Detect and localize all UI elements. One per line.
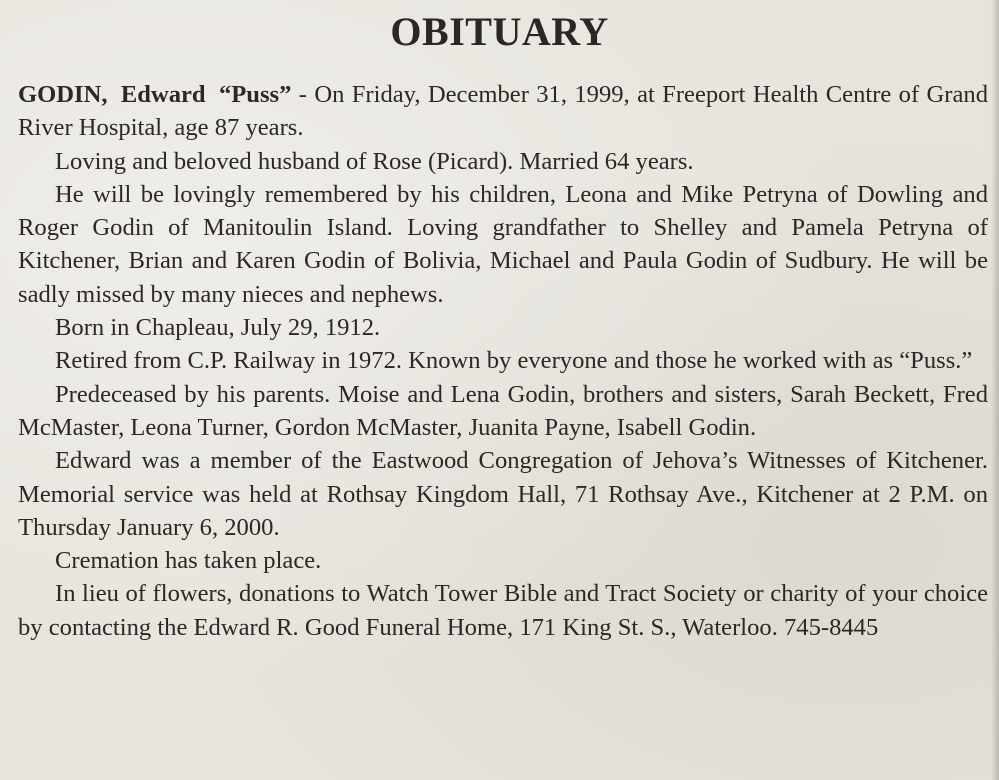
paragraph-service: Edward was a member of the Eastwood Congregation of Jehova’s Witnesses of Kitchener. Memorial service was held at Rothsay Kingdom Hall, 71 Rothsay Ave., Kitchener at 2 P.M. on Thursday January 6, 2000. [18, 447, 988, 541]
paragraph-cremation: Cremation has taken place. [55, 547, 322, 575]
paragraph-survivors: He will be lovingly remembered by his children, Leona and Mike Petryna of Dowling and Roger Godin of Manitoulin Island. Loving grandfather to Shelley and Pamela Petryna of Kitchener, Brian and Karen Godin of Bolivia, Michael and Paula Godin of Sudbury. He will be sadly missed by many nieces and nephews. [18, 180, 988, 308]
paragraph-birth: Born in Chapleau, July 29, 1912. [55, 314, 381, 342]
lead-paragraph [18, 78, 988, 145]
obituary-body [18, 78, 988, 644]
obituary-heading: OBITUARY [390, 9, 609, 54]
paragraph-donations: In lieu of flowers, donations to Watch Tower Bible and Tract Society or charity of your choice by contacting the Edward R. Good Funeral Home, 171 King St. S., Waterloo. 745-8445 [18, 580, 988, 641]
deceased-name: GODIN, Edward “Puss” [18, 81, 292, 108]
paragraph-career: Retired from C.P. Railway in 1972. Known by everyone and those he worked with as “Puss.” [55, 347, 973, 375]
lead-text: - On Friday, December 31, 1999, at Freeport Health Centre of Grand River Hospital, age 87 years. [18, 81, 988, 142]
column-edge-shadow [991, 0, 999, 780]
paragraph-spouse: Loving and beloved husband of Rose (Picard). Married 64 years. [55, 147, 694, 175]
paragraph-predeceased: Predeceased by his parents. Moise and Lena Godin, brothers and sisters, Sarah Beckett, Fred McMaster, Leona Turner, Gordon McMaster, Juanita Payne, Isabell Godin. [18, 380, 988, 441]
